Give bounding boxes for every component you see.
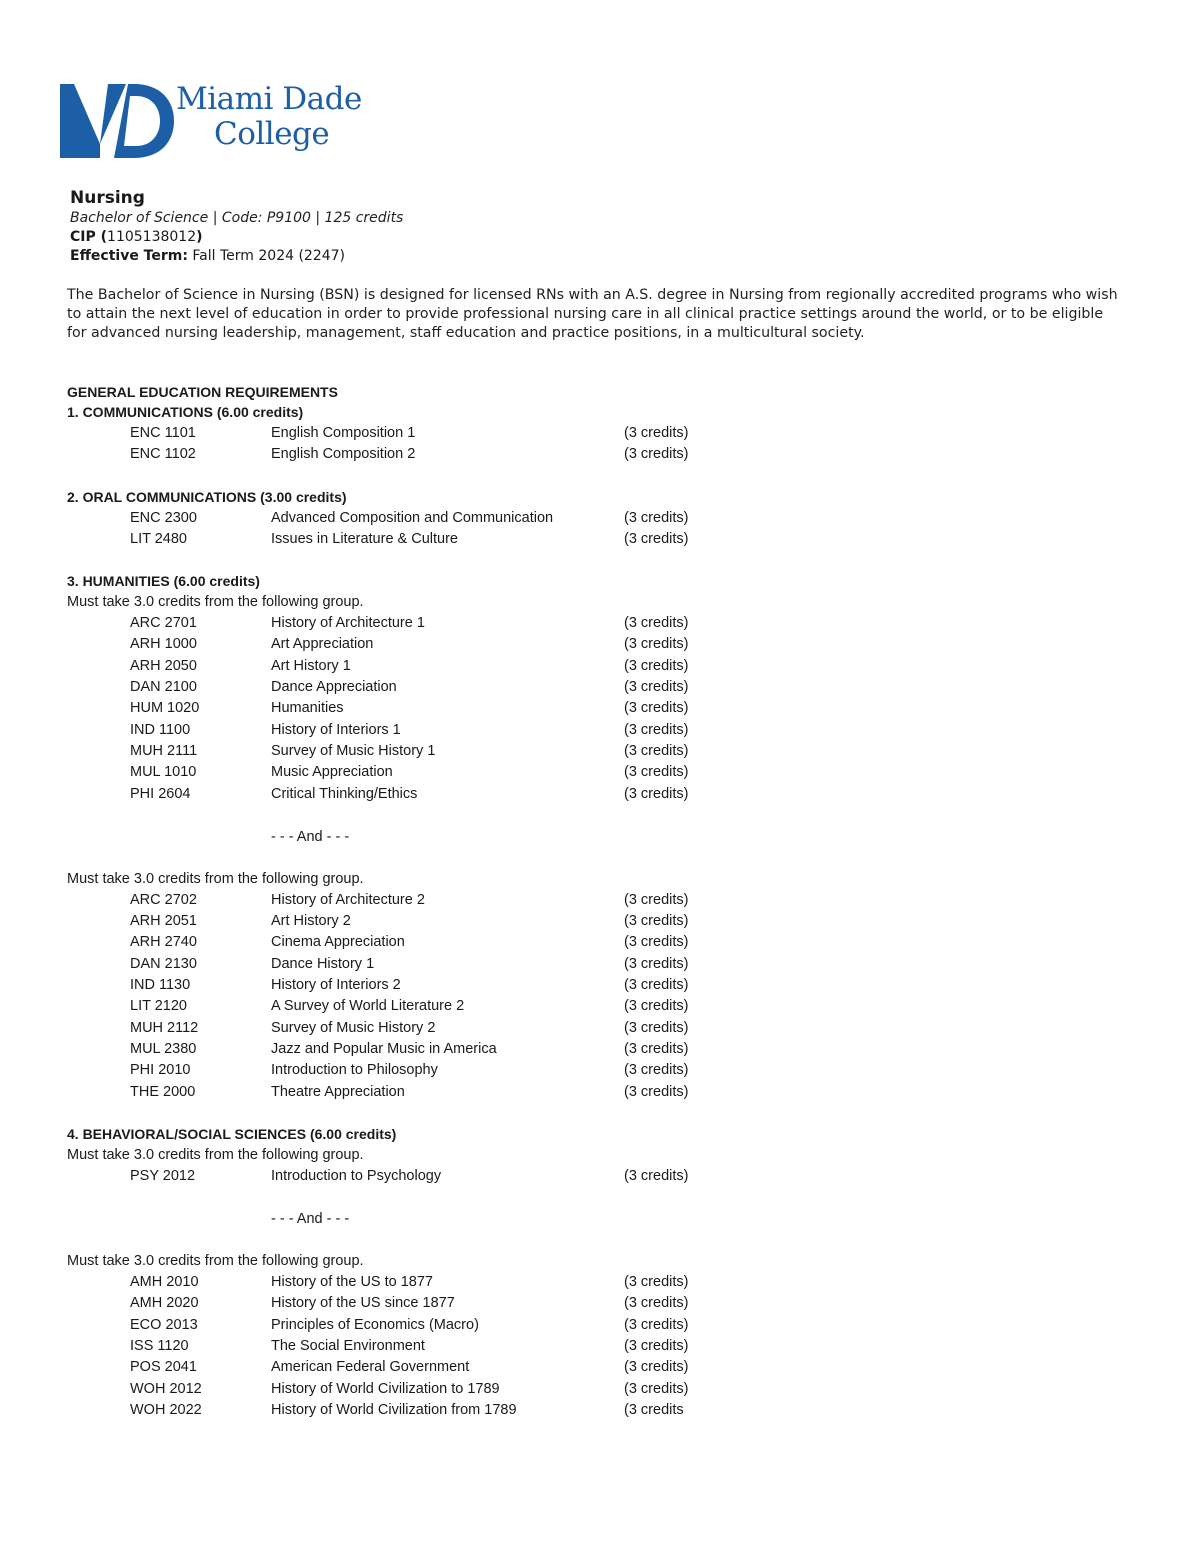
course-credits: (3 credits) [624, 657, 689, 674]
course-code: ECO 2013 [130, 1316, 198, 1333]
course-name: Dance History 1 [271, 955, 375, 972]
course-name: Principles of Economics (Macro) [271, 1316, 479, 1333]
course-credits: (3 credits) [624, 679, 689, 696]
course-credits: (3 credits) [624, 615, 689, 632]
course-name: Cinema Appreciation [271, 934, 405, 951]
section-spacer [67, 1103, 967, 1124]
course-row [67, 1060, 967, 1081]
course-code: ISS 1120 [130, 1338, 189, 1355]
course-row [67, 1272, 967, 1293]
group-spacer [67, 1187, 967, 1208]
course-name: English Composition 1 [271, 425, 416, 441]
course-name: Jazz and Popular Music in America [271, 1040, 497, 1057]
course-credits: (3 credits [624, 1401, 684, 1418]
course-credits: (3 credits) [624, 1359, 689, 1376]
course-name: Humanities [271, 700, 344, 717]
course-row [67, 996, 967, 1017]
course-credits: (3 credits) [624, 934, 689, 951]
course-name: Introduction to Psychology [271, 1167, 442, 1184]
course-row [67, 444, 967, 465]
course-name: Survey of Music History 2 [271, 1019, 436, 1036]
course-credits: (3 credits) [624, 1295, 689, 1312]
course-name: History of World Civilization to 1789 [271, 1380, 500, 1397]
course-code: WOH 2022 [130, 1401, 202, 1418]
course-credits: (3 credits) [624, 977, 689, 994]
course-name: A Survey of World Literature 2 [271, 998, 465, 1015]
course-row [67, 911, 967, 932]
course-credits: (3 credits) [624, 509, 689, 526]
group-spacer [67, 1230, 967, 1251]
course-credits: (3 credits) [624, 742, 689, 759]
md-logo-mark-icon [60, 82, 175, 158]
section-heading: 1. COMMUNICATIONS (6.00 credits) [67, 404, 304, 420]
logo-line-2: College [214, 116, 330, 152]
course-credits: (3 credits) [624, 446, 689, 463]
course-row [67, 1315, 967, 1336]
course-row [67, 741, 967, 762]
course-code: PSY 2012 [130, 1167, 196, 1184]
term-label: Effective Term: [70, 248, 188, 264]
cip-value: 1105138012 [107, 229, 197, 245]
course-credits: (3 credits) [624, 700, 689, 717]
course-credits: (3 credits) [624, 1167, 689, 1184]
logo-line-1: Miami Dade [176, 81, 362, 117]
course-row [67, 656, 967, 677]
program-effective-term [70, 247, 403, 266]
course-code: ARH 1000 [130, 636, 197, 653]
course-code: PHI 2604 [130, 785, 191, 802]
course-row [67, 1379, 967, 1400]
course-credits: (3 credits) [624, 1274, 689, 1291]
course-credits: (3 credits) [624, 785, 689, 802]
course-code: WOH 2012 [130, 1380, 202, 1397]
section-spacer [67, 550, 967, 571]
course-code: AMH 2010 [130, 1274, 199, 1291]
and-separator: - - - And - - - [271, 1211, 350, 1228]
course-row [67, 508, 967, 529]
course-code: LIT 2480 [130, 530, 187, 547]
section-spacer [67, 466, 967, 487]
course-code: AMH 2020 [130, 1295, 199, 1312]
group-note: Must take 3.0 credits from the following group. [67, 1146, 364, 1163]
course-credits: (3 credits) [624, 636, 689, 653]
course-name: Critical Thinking/Ethics [271, 785, 418, 802]
gen-ed-heading: GENERAL EDUCATION REQUIREMENTS [67, 384, 338, 400]
cip-close: ) [196, 229, 203, 245]
course-credits: (3 credits) [624, 1019, 689, 1036]
course-row [67, 634, 967, 655]
course-code: THE 2000 [130, 1083, 196, 1100]
section-heading: 4. BEHAVIORAL/SOCIAL SCIENCES (6.00 credits) [67, 1125, 397, 1142]
course-name: Introduction to Philosophy [271, 1062, 438, 1079]
requirements [67, 382, 967, 1421]
program-description: The Bachelor of Science in Nursing (BSN) is designed for licensed RNs with an A.S. degree in Nursing from regionally accredited programs who wish to attain the next level of education in order to provide professional nursing care in all clinical practice settings around the world, or to be eligible for advanced nursing leadership, management, staff education and practice positions, in a multicultural society. [67, 287, 1118, 341]
course-row [67, 720, 967, 741]
course-credits: (3 credits) [624, 1338, 689, 1355]
course-code: ARH 2050 [130, 657, 197, 674]
course-code: POS 2041 [130, 1359, 197, 1376]
program-header [70, 188, 403, 266]
course-row [67, 613, 967, 634]
course-name: English Composition 2 [271, 446, 416, 463]
group-spacer [67, 848, 967, 869]
course-code: ARC 2701 [130, 615, 197, 632]
course-code: MUH 2111 [130, 742, 198, 759]
course-credits: (3 credits) [624, 998, 689, 1015]
and-separator: - - - And - - - [271, 828, 350, 845]
program-subtitle: Bachelor of Science | Code: P9100 | 125 credits [70, 210, 404, 226]
program-cip [70, 228, 403, 247]
course-code: HUM 1020 [130, 700, 200, 717]
course-credits: (3 credits) [624, 1380, 689, 1397]
course-credits: (3 credits) [624, 1083, 689, 1100]
course-name: History of Architecture 2 [271, 891, 425, 908]
course-credits: (3 credits) [624, 955, 689, 972]
course-name: Survey of Music History 1 [271, 742, 436, 759]
course-name: History of the US to 1877 [271, 1274, 433, 1291]
cip-label: CIP ( [70, 229, 108, 245]
course-row [67, 1400, 967, 1421]
course-code: DAN 2130 [130, 955, 197, 972]
course-code: MUL 1010 [130, 764, 197, 781]
logo-wordmark [176, 82, 362, 152]
course-row [67, 1336, 967, 1357]
group-note: Must take 3.0 credits from the following group. [67, 870, 364, 887]
course-name: Art History 2 [271, 913, 351, 930]
course-row [67, 677, 967, 698]
course-code: MUH 2112 [130, 1019, 199, 1036]
course-code: IND 1100 [130, 721, 191, 738]
course-name: Art Appreciation [271, 636, 374, 653]
group-note: Must take 3.0 credits from the following group. [67, 1253, 364, 1270]
group-note: Must take 3.0 credits from the following group. [67, 594, 364, 611]
course-name: History of the US since 1877 [271, 1295, 455, 1312]
course-code: ENC 1102 [130, 446, 196, 463]
course-credits: (3 credits) [624, 530, 689, 547]
section-heading: 3. HUMANITIES (6.00 credits) [67, 573, 260, 590]
course-credits: (3 credits) [624, 1316, 689, 1333]
term-value: Fall Term 2024 (2247) [187, 248, 346, 264]
course-code: ARH 2051 [130, 913, 197, 930]
course-code: ENC 1101 [130, 425, 196, 441]
course-name: Music Appreciation [271, 764, 393, 781]
course-name: History of Interiors 1 [271, 721, 401, 738]
course-credits: (3 credits) [624, 891, 689, 908]
course-name: Advanced Composition and Communication [271, 509, 554, 526]
section-heading: 2. ORAL COMMUNICATIONS (3.00 credits) [67, 488, 347, 505]
course-row [67, 698, 967, 719]
program-title: Nursing [70, 188, 145, 208]
course-name: History of Interiors 2 [271, 977, 401, 994]
course-row [67, 529, 967, 550]
course-row [67, 1357, 967, 1378]
course-name: The Social Environment [271, 1338, 425, 1355]
course-name: Theatre Appreciation [271, 1083, 405, 1100]
course-name: American Federal Government [271, 1359, 470, 1376]
course-row [67, 784, 967, 805]
college-logo [60, 82, 390, 162]
course-credits: (3 credits) [624, 1040, 689, 1057]
course-code: ARC 2702 [130, 891, 197, 908]
course-name: History of Architecture 1 [271, 615, 425, 632]
course-row [67, 890, 967, 911]
course-credits: (3 credits) [624, 913, 689, 930]
course-name: Issues in Literature & Culture [271, 530, 458, 547]
course-row [67, 423, 967, 444]
course-credits: (3 credits) [624, 1062, 689, 1079]
course-row [67, 1082, 967, 1103]
course-code: DAN 2100 [130, 679, 197, 696]
course-code: PHI 2010 [130, 1062, 191, 1079]
course-code: IND 1130 [130, 977, 191, 994]
course-row [67, 1018, 967, 1039]
course-code: ENC 2300 [130, 509, 197, 526]
course-row [67, 1293, 967, 1314]
course-name: History of World Civilization from 1789 [271, 1401, 517, 1418]
course-credits: (3 credits) [624, 425, 689, 441]
course-row [67, 954, 967, 975]
course-code: MUL 2380 [130, 1040, 197, 1057]
course-row [67, 1039, 967, 1060]
course-name: Dance Appreciation [271, 679, 397, 696]
group-spacer [67, 805, 967, 826]
course-row [67, 975, 967, 996]
course-row [67, 932, 967, 953]
course-credits: (3 credits) [624, 721, 689, 738]
course-row [67, 762, 967, 783]
course-row [67, 1166, 967, 1187]
course-credits: (3 credits) [624, 764, 689, 781]
course-code: ARH 2740 [130, 934, 197, 951]
course-name: Art History 1 [271, 657, 351, 674]
course-code: LIT 2120 [130, 998, 187, 1015]
